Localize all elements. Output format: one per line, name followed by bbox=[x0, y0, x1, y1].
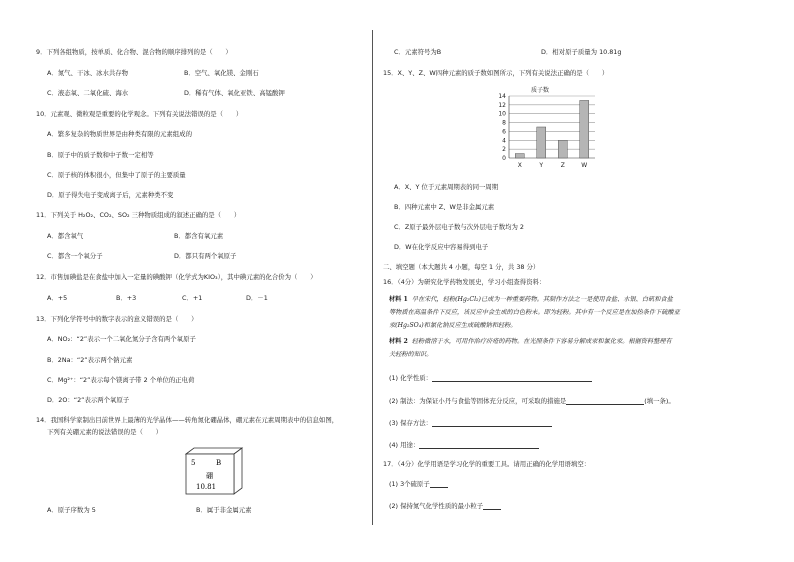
q10-option-d: D．原子得失电子变成离子后，元素种类不变 bbox=[47, 191, 174, 199]
q9-option-c: C．液态氧、二氧化硫、海水 bbox=[47, 89, 129, 97]
y-tick-label: 14 bbox=[498, 93, 506, 100]
y-tick-label: 6 bbox=[502, 128, 506, 136]
bar-z bbox=[558, 140, 567, 158]
y-tick-label: 12 bbox=[498, 101, 506, 109]
y-tick-label: 8 bbox=[502, 119, 506, 127]
answer-blank-16-2[interactable] bbox=[566, 398, 644, 405]
q9-option-b: B．空气、氧化镁、金刚石 bbox=[184, 69, 259, 77]
x-tick-label: Z bbox=[560, 162, 565, 169]
proton-number-chart bbox=[491, 84, 601, 174]
y-tick-label: 2 bbox=[502, 146, 506, 154]
q9-option-d: D．稀有气体、氧化亚铁、高锰酸钾 bbox=[184, 89, 285, 97]
q11-option-d: D．都只有两个氧原子 bbox=[174, 252, 237, 260]
q12-option-d: D．－1 bbox=[246, 294, 268, 302]
q15-option-a: A．X、Y 位于元素周期表的同一周期 bbox=[394, 183, 499, 191]
q14-option-a: A．原子序数为 5 bbox=[47, 506, 96, 514]
q9-option-a: A．氮气、干冰、冰水共存物 bbox=[47, 69, 129, 77]
q17-sub1: (1) 3个硫原子 bbox=[389, 480, 448, 488]
answer-blank-16-3[interactable] bbox=[432, 420, 552, 427]
q10-stem: 10．元素观、微粒观是重要的化学观念。下列有关说法错误的是（ ） bbox=[36, 110, 243, 118]
q16-sub3: (3) 保存方法： bbox=[389, 419, 552, 427]
q9-stem: 9．下列各组物质，按单质、化合物、混合物的顺序排列的是（ ） bbox=[36, 48, 232, 56]
q14-option-b: B．属于非金属元素 bbox=[196, 506, 252, 514]
q16-sub4: (4) 用途： bbox=[389, 441, 539, 449]
q17-sub2: (2) 保持氮气化学性质的最小粒子 bbox=[389, 502, 501, 510]
q11-option-b: B．都含有氧元素 bbox=[174, 232, 224, 240]
x-tick-label: X bbox=[517, 162, 522, 169]
answer-blank-17-2[interactable] bbox=[483, 503, 501, 510]
q10-option-a: A．繁多复杂的物质世界是由种类有限的元素组成的 bbox=[47, 130, 192, 138]
q15-stem: 15．X、Y、Z、W四种元素的质子数如图所示，下列有关说法正确的是（ ） bbox=[383, 69, 609, 77]
q16-sub2: (2) 制法：为保证小丹与食盐等固体充分反应，可采取的措施是 (填一条)。 bbox=[389, 397, 675, 405]
q13-option-c: C．Mg²⁺：“2”表示每个镁离子带 2 个单位的正电荷 bbox=[47, 376, 195, 384]
q15-option-b: B．四种元素中 Z、W是非金属元素 bbox=[394, 203, 495, 211]
q15-option-c: C．Z原子最外层电子数与次外层电子数均为 2 bbox=[394, 223, 524, 231]
q12-option-c: C．+1 bbox=[182, 294, 203, 302]
q16-sub1: (1) 化学性质： bbox=[389, 374, 592, 382]
q13-option-b: B．2Na：“2”表示两个钠元素 bbox=[47, 356, 133, 364]
column-divider bbox=[372, 30, 373, 525]
q11-stem: 11．下列关于 H₂O₂、CO₂、SO₂ 三种物质组成的叙述正确的是（ ） bbox=[36, 211, 241, 219]
bar-w bbox=[580, 100, 589, 158]
answer-blank-16-1[interactable] bbox=[432, 375, 592, 382]
material-1-line3: 汞(Hg₂SO₄)和氯化钠反应生成硫酸钠和轻粉。 bbox=[389, 322, 517, 329]
answer-blank-17-1[interactable] bbox=[430, 481, 448, 488]
q17-stem: 17．（4分）化学用语是学习化学的重要工具。请用正确的化学用语填空： bbox=[383, 460, 591, 468]
q10-option-b: B．原子中的质子数和中子数一定相等 bbox=[47, 151, 154, 159]
q14-stem-line2: 下列有关硼元素的说法错误的是（ ） bbox=[47, 428, 163, 436]
element-name: 硼 bbox=[206, 472, 213, 480]
atomic-number: 5 bbox=[191, 459, 196, 467]
q13-option-a: A．NO₂：“2”表示一个二氧化氮分子含有两个氧原子 bbox=[47, 335, 196, 343]
q11-option-c: C．都含一个氧分子 bbox=[47, 252, 103, 260]
material-1-line2: 等物质在高温条件下反应，该反应中会生成的白色粉末。即为轻粉。其中有一个反应是在加热条件下硫酸亚 bbox=[389, 309, 680, 316]
q15-option-d: D．W在化学反应中容易得到电子 bbox=[394, 243, 489, 251]
q14-stem-line1: 14．我国科学家制出目前世界上最薄的光学晶体——转角氮化硼晶体，硼元素在元素周期表中的信息如图， bbox=[36, 416, 339, 424]
q13-stem: 13．下列化学符号中的数字表示的意义错误的是（ ） bbox=[36, 315, 198, 323]
bar-y bbox=[537, 127, 546, 158]
material-2-line2: 关轻粉的知识。 bbox=[389, 351, 433, 358]
answer-blank-16-4[interactable] bbox=[419, 442, 539, 449]
q13-option-d: D．2O：“2”表示两个氧原子 bbox=[47, 396, 130, 404]
material-2-line1: 轻粉微溶于水，可用作治疗疥疮的药物。在光照条件下容易分解成汞和氯化汞。根据资料整理有 bbox=[411, 338, 672, 345]
q12-option-a: A．+5 bbox=[47, 294, 68, 302]
q14-option-c: C．元素符号为B bbox=[394, 48, 442, 56]
atomic-mass: 10.81 bbox=[196, 483, 217, 491]
bar-x bbox=[515, 154, 524, 158]
section-2-heading: 二、填空题（本大题共 4 小题，每空 1 分，共 38 分） bbox=[383, 263, 540, 271]
chart-title: 质子数 bbox=[531, 87, 550, 94]
material-1-label: 材料 1 bbox=[389, 296, 408, 303]
y-tick-label: 0 bbox=[502, 155, 506, 162]
q16-stem: 16．（4分）为研究化学药物发展史，学习小组查得资料： bbox=[383, 278, 546, 286]
material-2-label: 材料 2 bbox=[389, 338, 408, 345]
y-tick-label: 4 bbox=[502, 137, 506, 145]
element-symbol: B bbox=[216, 459, 222, 467]
q14-option-d: D．相对原子质量为 10.81g bbox=[541, 48, 622, 56]
q12-option-b: B．+3 bbox=[116, 294, 137, 302]
x-tick-label: Y bbox=[539, 162, 544, 169]
x-tick-label: W bbox=[581, 162, 588, 169]
q11-option-a: A．都含氧气 bbox=[47, 232, 84, 240]
material-1-line1: 早在宋代，轻粉(Hg₂Cl₂)已成为一种重要药物。其制作方法之一是使用食盐、水银、白矾和食盐 bbox=[411, 296, 673, 303]
periodic-table-cell bbox=[182, 446, 244, 496]
q10-option-c: C．原子核的体积很小，但集中了原子的主要质量 bbox=[47, 171, 186, 179]
y-tick-label: 10 bbox=[498, 110, 506, 118]
q12-stem: 12．市售加碘盐是在食盐中加入一定量的碘酸钾（化学式为KIO₃），其中碘元素的化合价为（ ） bbox=[36, 273, 317, 281]
